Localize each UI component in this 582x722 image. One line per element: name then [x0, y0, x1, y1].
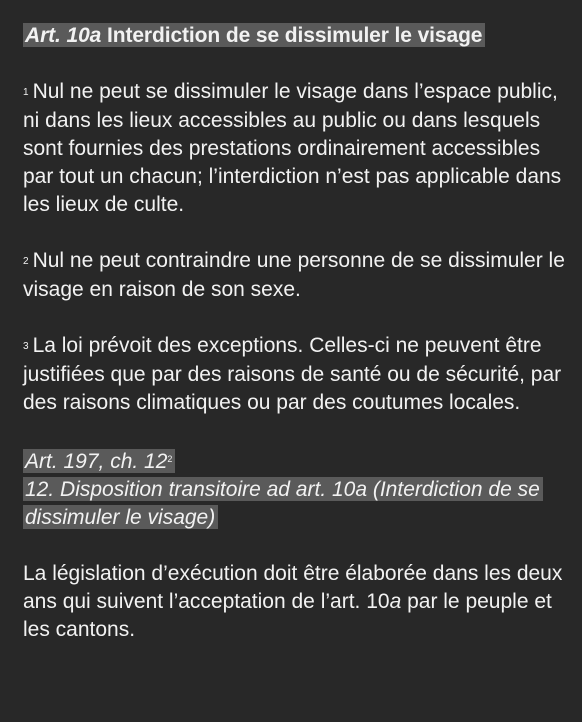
paragraph-2	[23, 247, 566, 304]
paragraph-text: Nul ne peut contraindre une personne de se dissimuler le visage en raison de son sexe.	[23, 249, 565, 301]
article-number: Art. 10a	[25, 24, 102, 47]
article-heading	[23, 22, 566, 50]
transitional-reference-highlight	[23, 449, 175, 473]
transitional-reference	[23, 445, 566, 476]
transitional-title-highlight: 12. Disposition transitoire ad art. 10a (Interdiction de se dissimuler le visage)	[23, 477, 543, 529]
transitional-provision-title	[23, 476, 566, 532]
reference-superscript: 2	[167, 454, 173, 464]
final-text-italic: a	[389, 590, 402, 613]
paragraph-number: 3	[23, 341, 29, 352]
paragraph-1	[23, 78, 566, 219]
final-text-after: par le peuple et les cantons.	[23, 590, 552, 641]
final-paragraph	[23, 560, 566, 644]
final-text-before: La législation d’exécution doit être élaborée dans les deux ans qui suivent l’acceptation de l’art. 10	[23, 562, 563, 613]
reference-text: Art. 197, ch. 12	[25, 450, 168, 473]
paragraph-text: La loi prévoit des exceptions. Celles-ci ne peuvent être justifiées que par des raisons de santé ou de sécurité, par des raisons climatiques ou par des coutumes locales.	[23, 334, 562, 414]
paragraph-3	[23, 332, 566, 417]
article-title: Interdiction de se dissimuler le visage	[101, 24, 483, 47]
paragraph-number: 1	[23, 87, 29, 98]
paragraph-text: Nul ne peut se dissimuler le visage dans l’espace public, ni dans les lieux accessibles au public ou dans lesquels sont fournies des prestations ordinairement accessibles par tout un chacun; l’interdiction n’est pas applicable dans les lieux de culte.	[23, 80, 562, 216]
article-heading-highlight	[23, 23, 485, 47]
paragraph-number: 2	[23, 256, 29, 267]
